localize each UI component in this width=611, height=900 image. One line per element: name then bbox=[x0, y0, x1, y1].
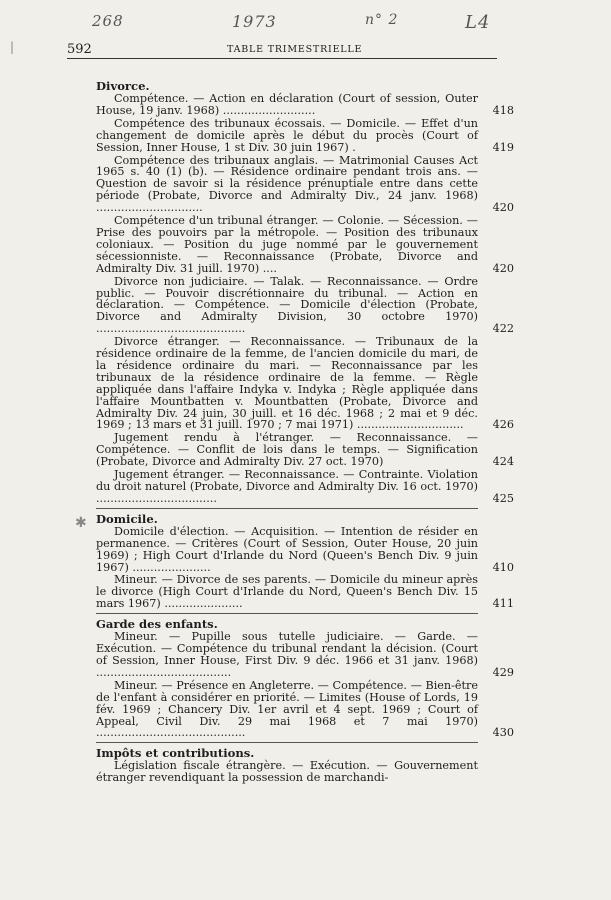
entry-text: Compétence des tribunaux écossais. — Domicile. — Effet d'un changement de domicile après le début du procès (Court of Session, Inner House, 1 st Div. 30 juin 1967) . bbox=[96, 116, 478, 154]
page-header bbox=[67, 42, 497, 59]
margin-mark: ✱ bbox=[75, 515, 87, 531]
index-entry bbox=[96, 526, 514, 574]
section-divider bbox=[96, 508, 478, 509]
entry-text: Domicile d'élection. — Acquisition. — Intention de résider en permanence. — Critères (Court of Session, Outer House, 20 juin 1969) ; High Court d'Irlande du Nord (Queen's Bench Div. 9 juin 1967) ...................... bbox=[96, 524, 478, 574]
index-section bbox=[96, 79, 514, 509]
index-content bbox=[96, 79, 514, 785]
index-entry bbox=[96, 631, 514, 679]
entry-text: Mineur. — Présence en Angleterre. — Compétence. — Bien-être de l'enfant à considérer en priorité. — Limites (House of Lords, 19 fév. 1969 ; Chancery Div. 1er avril et 4 sept. 1969 ; Court of Appeal, Civil Div. 29 mai 1968 et 7 mai 1970) .......................................... bbox=[96, 678, 478, 740]
index-entry bbox=[96, 680, 514, 740]
entry-page-number: 418 bbox=[492, 103, 514, 117]
entry-page-number: 429 bbox=[492, 665, 514, 679]
index-section bbox=[96, 617, 514, 743]
entry-page-number: 419 bbox=[492, 140, 514, 154]
index-entry bbox=[96, 118, 514, 154]
index-entry bbox=[96, 574, 514, 610]
handwritten-note-2: 1973 bbox=[232, 12, 277, 31]
index-entry bbox=[96, 432, 514, 468]
entry-page-number: 426 bbox=[492, 418, 514, 432]
section-title: Impôts et contributions. bbox=[96, 746, 255, 761]
entry-text: Compétence des tribunaux anglais. — Matrimonial Causes Act 1965 s. 40 (1) (b). — Résidence ordinaire pendant trois ans. — Question de savoir si la résidence prénuptiale entre dans cette période (Probate, Divorce and Admiralty Div., 24 janv. 1968) .............................. bbox=[96, 153, 478, 215]
index-section bbox=[96, 746, 514, 784]
entry-page-number: 410 bbox=[492, 560, 514, 574]
section-title: Domicile. bbox=[96, 511, 158, 526]
page-number: 592 bbox=[67, 42, 92, 57]
handwritten-note-1: 268 bbox=[92, 12, 124, 30]
section-divider bbox=[96, 742, 478, 743]
entry-page-number: 424 bbox=[492, 455, 514, 469]
index-entry bbox=[96, 215, 514, 275]
index-entry bbox=[96, 93, 514, 117]
index-entry bbox=[96, 760, 514, 784]
entry-text: Compétence d'un tribunal étranger. — Colonie. — Sécession. — Prise des pouvoirs par la métropole. — Position des tribunaux coloniaux. — Position du juge nommé par le gouvernement sécessionniste. — Reconnaissance (Probate, Divorce and Admiralty Div. 31 juill. 1970) .... bbox=[96, 214, 478, 275]
entry-page-number: 420 bbox=[492, 261, 514, 275]
handwritten-note-3: n° 2 bbox=[365, 12, 399, 28]
index-entry bbox=[96, 469, 514, 505]
entry-text: Jugement rendu à l'étranger. — Reconnaissance. — Compétence. — Conflit de lois dans le temps. — Signification (Probate, Divorce and Admiralty Div. 27 oct. 1970) bbox=[96, 431, 478, 469]
section-title: Divorce. bbox=[96, 79, 150, 93]
running-title: TABLE TRIMESTRIELLE bbox=[227, 44, 363, 55]
entry-text: Jugement étranger. — Reconnaissance. — Contrainte. Violation du droit naturel (Probate, Divorce and Admiralty Div. 16 oct. 1970) .................................. bbox=[96, 468, 478, 505]
index-entry bbox=[96, 336, 514, 431]
entry-text: Mineur. — Divorce de ses parents. — Domicile du mineur après le divorce (High Court d'Irlande du Nord, Queen's Bench Div. 15 mars 1967) ...................... bbox=[96, 573, 478, 611]
entry-page-number: 422 bbox=[492, 322, 514, 336]
entry-text: Législation fiscale étrangère. — Exécution. — Gouvernement étranger revendiquant la possession de marchandi- bbox=[96, 759, 478, 785]
section-divider bbox=[96, 613, 478, 614]
section-title: Garde des enfants. bbox=[96, 617, 218, 632]
entry-page-number: 425 bbox=[492, 491, 514, 505]
entry-text: Compétence. — Action en déclaration (Court of session, Outer House, 19 janv. 1968) .......................... bbox=[96, 92, 478, 117]
index-section bbox=[96, 512, 514, 614]
entry-page-number: 430 bbox=[492, 726, 514, 740]
entry-text: Divorce non judiciaire. — Talak. — Reconnaissance. — Ordre public. — Pouvoir discrétionnaire du tribunal. — Action en déclaration. — Compétence. — Domicile d'élection (Probate, Divorce and Admiralty Division, 30 octobre 1970) .......................................... bbox=[96, 274, 478, 336]
handwritten-note-4: L4 bbox=[465, 12, 491, 33]
entry-page-number: 411 bbox=[492, 597, 514, 611]
entry-text: Divorce étranger. — Reconnaissance. — Tribunaux de la résidence ordinaire de la femme, de l'ancien domicile du mari, de la résidence ordinaire du mari. — Reconnaissance par les tribunaux de la résidence ordinaire de la femme. — Règle appliquée dans l'affaire Indyka v. Indyka ; Règle appliquée dans l'affaire Mountbatten v. Mountbatten (Probate, Divorce and Admiralty Div. 24 juin, 30 juill. et 16 déc. 1968 ; 2 mai et 9 déc. 1969 ; 13 mars et 31 juill. 1970 ; 7 mai 1971) .............................. bbox=[96, 335, 478, 432]
index-entry bbox=[96, 276, 514, 336]
margin-mark: | bbox=[10, 40, 15, 54]
entry-page-number: 420 bbox=[492, 201, 514, 215]
entry-text: Mineur. — Pupille sous tutelle judiciaire. — Garde. — Exécution. — Compétence du tribunal rendant la décision. (Court of Session, Inner House, First Div. 9 déc. 1966 et 31 janv. 1968) ...................................... bbox=[96, 630, 478, 679]
index-entry bbox=[96, 155, 514, 215]
